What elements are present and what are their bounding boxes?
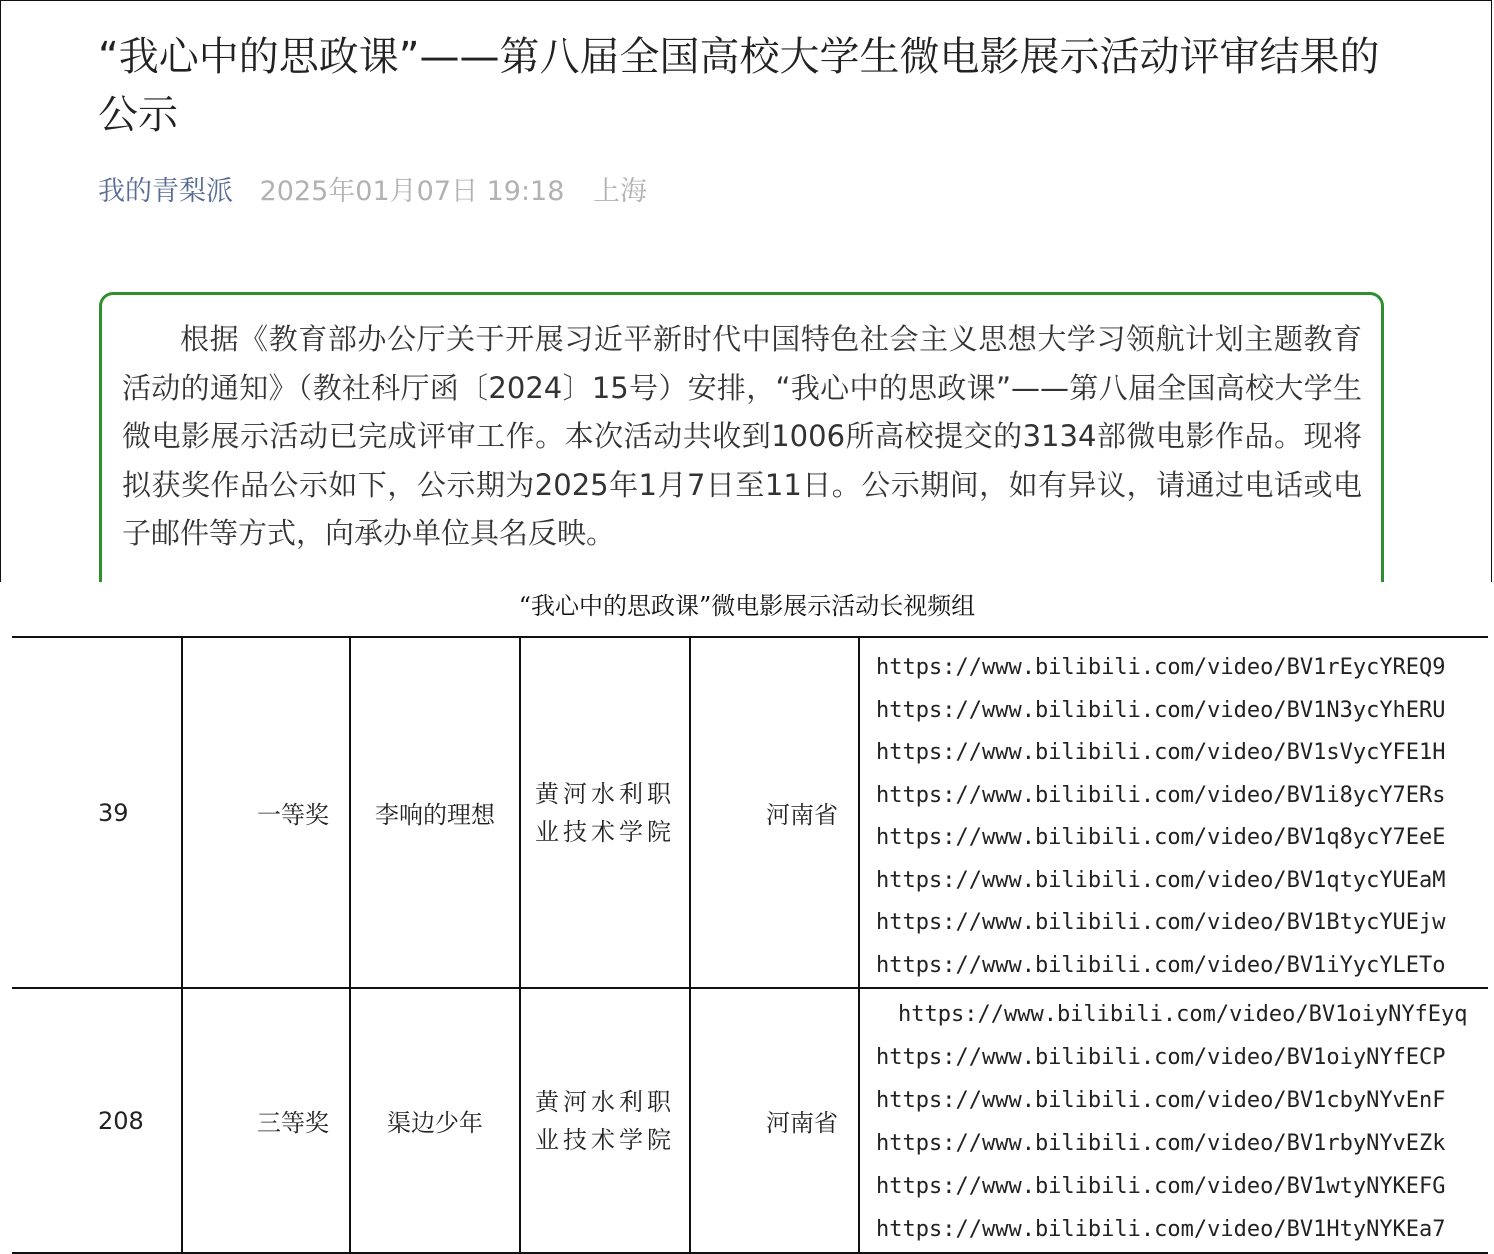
video-link[interactable]: https://www.bilibili.com/video/BV1HtyNYKEa7 bbox=[876, 1217, 1446, 1242]
award-table bbox=[12, 636, 1488, 1254]
table-caption: “我心中的思政课”微电影展示活动长视频组 bbox=[518, 592, 976, 620]
school-name: 黄河水利职业技术学院 bbox=[520, 637, 690, 988]
video-link[interactable]: https://www.bilibili.com/video/BV1BtycYUEjw bbox=[876, 910, 1446, 935]
video-links bbox=[859, 988, 1488, 1253]
work-title: 李响的理想 bbox=[350, 637, 520, 988]
table-row bbox=[12, 637, 1488, 988]
author-link[interactable]: 我的青梨派 bbox=[98, 176, 233, 207]
video-link[interactable]: https://www.bilibili.com/video/BV1q8ycY7EeE bbox=[876, 825, 1446, 850]
video-link[interactable]: https://www.bilibili.com/video/BV1N3ycYhERU bbox=[876, 697, 1446, 723]
prize-level: 三等奖 bbox=[182, 988, 350, 1253]
video-link[interactable]: https://www.bilibili.com/video/BV1oiyNYfECP bbox=[876, 1045, 1446, 1070]
video-link[interactable]: https://www.bilibili.com/video/BV1wtyNYKEFG bbox=[876, 1174, 1446, 1199]
video-link[interactable]: https://www.bilibili.com/video/BV1i8ycY7ERs bbox=[876, 782, 1446, 808]
prize-level: 一等奖 bbox=[182, 637, 350, 988]
entry-id: 39 bbox=[12, 637, 182, 988]
entry-id: 208 bbox=[12, 988, 182, 1253]
notice-box bbox=[99, 292, 1384, 602]
video-link[interactable]: https://www.bilibili.com/video/BV1iYycYLETo bbox=[876, 952, 1446, 978]
award-table-image bbox=[0, 582, 1494, 1253]
work-title: 渠边少年 bbox=[350, 988, 520, 1253]
video-link[interactable]: https://www.bilibili.com/video/BV1qtycYUEaM bbox=[876, 867, 1446, 893]
video-links bbox=[859, 637, 1488, 988]
video-link[interactable]: https://www.bilibili.com/video/BV1rEycYREQ9 bbox=[876, 655, 1446, 680]
video-link[interactable]: https://www.bilibili.com/video/BV1sVycYFE1H bbox=[876, 740, 1446, 765]
video-link[interactable]: https://www.bilibili.com/video/BV1cbyNYvEnF bbox=[876, 1088, 1446, 1113]
province: 河南省 bbox=[690, 637, 859, 988]
video-link[interactable]: https://www.bilibili.com/video/BV1rbyNYvEZk bbox=[876, 1131, 1446, 1156]
publish-location: 上海 bbox=[593, 176, 648, 207]
notice-text: 根据《教育部办公厅关于开展习近平新时代中国特色社会主义思想大学习领航计划主题教育活动的通知》（教社科厅函〔2024〕15号）安排，“我心中的思政课”——第八届全国高校大学生微电影展示活动已完成评审工作。本次活动共收到1006所高校提交的3134部微电影作品。现将拟获奖作品公示如下，公示期为2025年1月7日至11日。公示期间，如有异议，请通过电话或电子邮件等方式，向承办单位具名反映。 bbox=[122, 322, 1362, 550]
school-name: 黄河水利职业技术学院 bbox=[520, 988, 690, 1253]
article-title: “我心中的思政课”——第八届全国高校大学生微电影展示活动评审结果的公示 bbox=[98, 34, 1380, 138]
video-link[interactable]: https://www.bilibili.com/video/BV1oiyNYfEyq bbox=[898, 1002, 1468, 1027]
table-row bbox=[12, 988, 1488, 1253]
publish-datetime: 2025年01月07日 19:18 bbox=[259, 176, 565, 207]
province: 河南省 bbox=[690, 988, 859, 1253]
article-meta bbox=[98, 170, 647, 214]
